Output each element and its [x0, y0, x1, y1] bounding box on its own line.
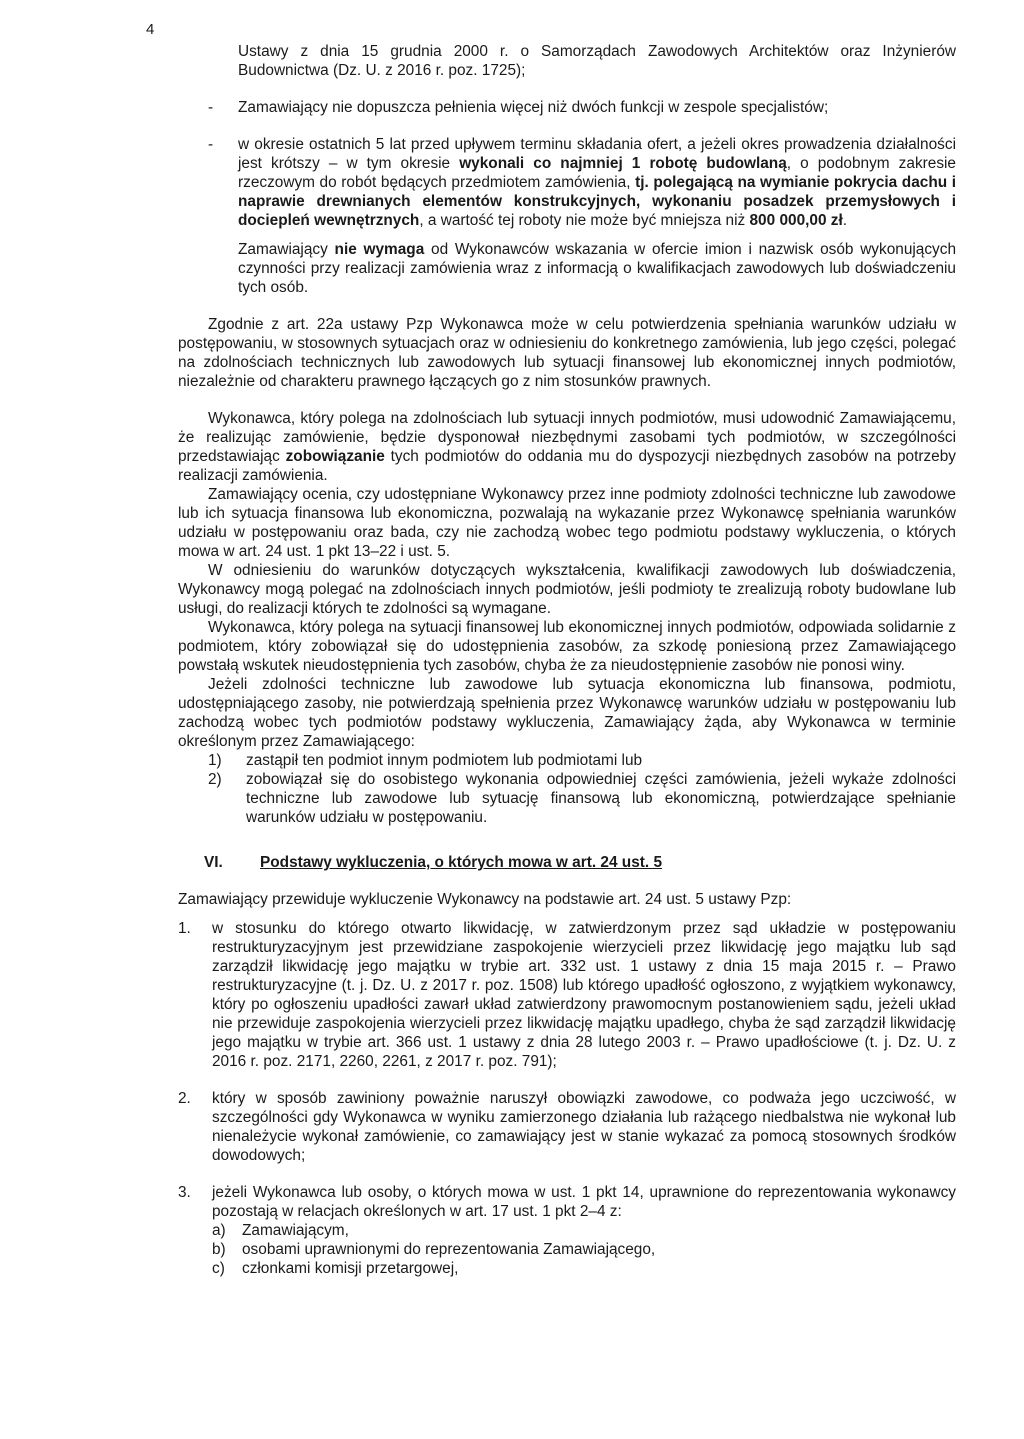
- section-heading: [178, 853, 956, 872]
- list-number: 2.: [178, 1090, 191, 1107]
- dash-marker: -: [208, 136, 214, 153]
- bold-run: nie wymaga: [334, 241, 425, 258]
- paragraph-obligation: [178, 409, 956, 485]
- bullet-experience-text: [238, 135, 956, 230]
- list-item-text: osobami uprawnionymi do reprezentowania Zamawiającego,: [242, 1241, 656, 1258]
- intro-continuation: Ustawy z dnia 15 grudnia 2000 r. o Samorządach Zawodowych Architektów oraz Inżynierów Budownictwa (Dz. U. z 2016 r. poz. 1725);: [238, 43, 956, 79]
- list-letter: b): [212, 1241, 226, 1258]
- list-item-text: który w sposób zawiniony poważnie naruszył obowiązki zawodowe, co podważa jego uczciwość, w szczególności gdy Wykonawca w wyniku zamierzonego działania lub rażącego niedbalstwa nie wykonał lub nienależycie wykonał zamówienie, co zamawiający jest w stanie wykazać za pomocą stosownych środków dowodowych;: [212, 1090, 956, 1164]
- bullet-functions-text: Zamawiający nie dopuszcza pełnienia więcej niż dwóch funkcji w zespole specjalistów;: [238, 99, 829, 116]
- bold-run: zobowiązanie: [285, 448, 385, 465]
- list-item-text: członkami komisji przetargowej,: [242, 1260, 459, 1277]
- text-run: , a wartość tej roboty nie może być mniejsza niż: [419, 212, 750, 229]
- list-number: 2): [208, 771, 222, 788]
- list-item-text: w stosunku do którego otwarto likwidację, w zatwierdzonym przez sąd układzie w postępowaniu restrukturyzacyjnym jest przewidziane zaspokojenie wierzycieli przez likwidację jego majątku lub sąd zarządził likwidację jego majątku w trybie art. 332 ust. 1 ustawy z dnia 15 maja 2015 r. – Prawo restrukturyzacyjne (t. j. Dz. U. z 2017 r. poz. 1508) lub którego upadłość ogłoszono, z wyjątkiem wykonawcy, który po ogłoszeniu upadłości zawarł układ zatwierdzony prawomocnym postanowieniem sądu, jeżeli układ nie przewiduje zaspokojenia wierzycieli przez likwidację majątku upadłego, chyba że sąd zarządził likwidację jego majątku w trybie art. 366 ust. 1 ustawy z dnia 28 lutego 2003 r. – Prawo upadłościowe (t. j. Dz. U. z 2016 r. poz. 2171, 2260, 2261, z 2017 r. poz. 791);: [212, 920, 956, 1070]
- list-letter: c): [212, 1260, 225, 1277]
- bullet-experience: [178, 135, 956, 230]
- text-run: w okresie ostatnich 5 lat przed upływem terminu składania ofert, a jeżeli okres prowadzenia działalności jest krótszy – w tym okresie: [238, 136, 956, 172]
- document-body: [178, 42, 956, 1278]
- bold-run: tj. polegającą na wymianie pokrycia dachu i naprawie drewnianych elementów konstrukcyjnych, wykonaniu posadzek przemysłowych i dociepleń wewnętrznych: [238, 174, 956, 229]
- list-item: [178, 751, 956, 770]
- list-item-text: zastąpił ten podmiot innym podmiotem lub podmiotami lub: [246, 752, 643, 769]
- list-item: [178, 1183, 956, 1221]
- text-run: Wykonawca, który polega na zdolnościach lub sytuacji innych podmiotów, musi udowodnić Zamawiającemu, że realizując zamówienie, będzie dysponował niezbędnymi zasobami tych podmiotów, w szczególności przedstawiając: [178, 410, 956, 465]
- paragraph-liability: Wykonawca, który polega na sytuacji finansowej lub ekonomicznej innych podmiotów, odpowiada solidarnie z podmiotem, który zobowiązał się do udostępnienia zasobów, za szkodę poniesioną przez Zamawiającego powstałą wskutek nieudostępnienia tych zasobów, chyba że za nieudostępnienie zasobów nie ponosi winy.: [178, 619, 956, 674]
- section-title: Podstawy wykluczenia, o których mowa w art. 24 ust. 5: [260, 854, 662, 871]
- paragraph-requirement: Jeżeli zdolności techniczne lub zawodowe lub sytuacja ekonomiczna lub finansowa, podmiotu, udostępniającego zasoby, nie potwierdzają spełnienia przez Wykonawcę warunków udziału w postępowaniu lub zachodzą wobec tych podmiotów podstawy wykluczenia, Zamawiający żąda, aby Wykonawca w terminie określonym przez Zamawiającego:: [178, 676, 956, 750]
- paragraph-assessment: Zamawiający ocenia, czy udostępniane Wykonawcy przez inne podmioty zdolności techniczne lub zawodowe lub ich sytuacja finansowa lub ekonomiczna, pozwalają na wykazanie przez Wykonawcę spełniania warunków udziału w postępowaniu oraz bada, czy nie zachodzą wobec tego podmiotu podstawy wykluczenia, o których mowa w art. 24 ust. 1 pkt 13–22 i ust. 5.: [178, 486, 956, 560]
- text-run: od Wykonawców wskazania w ofercie imion i nazwisk osób wykonujących czynności przy realizacji zamówienia wraz z informacją o kwalifikacjach zawodowych lub doświadczeniu tych osób.: [238, 241, 956, 296]
- text-run: tych podmiotów do oddania mu do dyspozycji niezbędnych zasobów na potrzeby realizacji zamówienia.: [178, 448, 956, 484]
- text-run: Zamawiający: [238, 241, 335, 258]
- list-item: [212, 1259, 956, 1278]
- list-item-text: zobowiązał się do osobistego wykonania odpowiedniej części zamówienia, jeżeli wykaże zdolności techniczne lub zawodowe lub sytuację finansową lub ekonomiczną, potwierdzające spełnianie warunków udziału w postępowaniu.: [246, 771, 956, 826]
- text-run: , o podobnym zakresie rzeczowym do robót będących przedmiotem zamówienia,: [238, 155, 956, 191]
- list-number: 3.: [178, 1184, 191, 1201]
- page-number: 4: [146, 21, 155, 38]
- list-item: [212, 1221, 956, 1240]
- list-item-text: Zamawiającym,: [242, 1222, 349, 1239]
- bold-run: wykonali co najmniej 1 robotę budowlaną: [459, 155, 787, 172]
- paragraph-education: W odniesieniu do warunków dotyczących wykształcenia, kwalifikacji zawodowych lub doświadczenia, Wykonawcy mogą polegać na zdolnościach innych podmiotów, jeśli podmioty te zrealizują roboty budowlane lub usługi, do realizacji których te zdolności są wymagane.: [178, 562, 956, 617]
- list-item: [178, 770, 956, 827]
- exclusion-intro: Zamawiający przewiduje wykluczenie Wykonawcy na podstawie art. 24 ust. 5 ustawy Pzp:: [178, 891, 792, 908]
- list-number: 1): [208, 752, 222, 769]
- list-item-text: jeżeli Wykonawca lub osoby, o których mowa w ust. 1 pkt 14, uprawnione do reprezentowania wykonawcy pozostają w relacjach określonych w art. 17 ust. 1 pkt 2–4 z:: [212, 1184, 956, 1220]
- list-number: 1.: [178, 920, 191, 937]
- list-item: [212, 1240, 956, 1259]
- bullet-functions: [178, 98, 956, 117]
- paragraph-art22a: Zgodnie z art. 22a ustawy Pzp Wykonawca może w celu potwierdzenia spełniania warunków udziału w postępowaniu, w stosownych sytuacjach oraz w odniesieniu do konkretnego zamówienia, lub jego części, polegać na zdolnościach technicznych lub zawodowych lub sytuacji finansowej lub ekonomicznej innych podmiotów, niezależnie od charakteru prawnego łączących go z nim stosunków prawnych.: [178, 316, 956, 390]
- bold-run: 800 000,00 zł: [749, 212, 843, 229]
- list-letter: a): [212, 1222, 226, 1239]
- list-item: [178, 919, 956, 1071]
- list-item: [178, 1089, 956, 1165]
- section-number: VI.: [204, 854, 223, 871]
- no-names-paragraph: [178, 240, 956, 297]
- dash-marker: -: [208, 99, 214, 116]
- text-run: .: [842, 212, 848, 229]
